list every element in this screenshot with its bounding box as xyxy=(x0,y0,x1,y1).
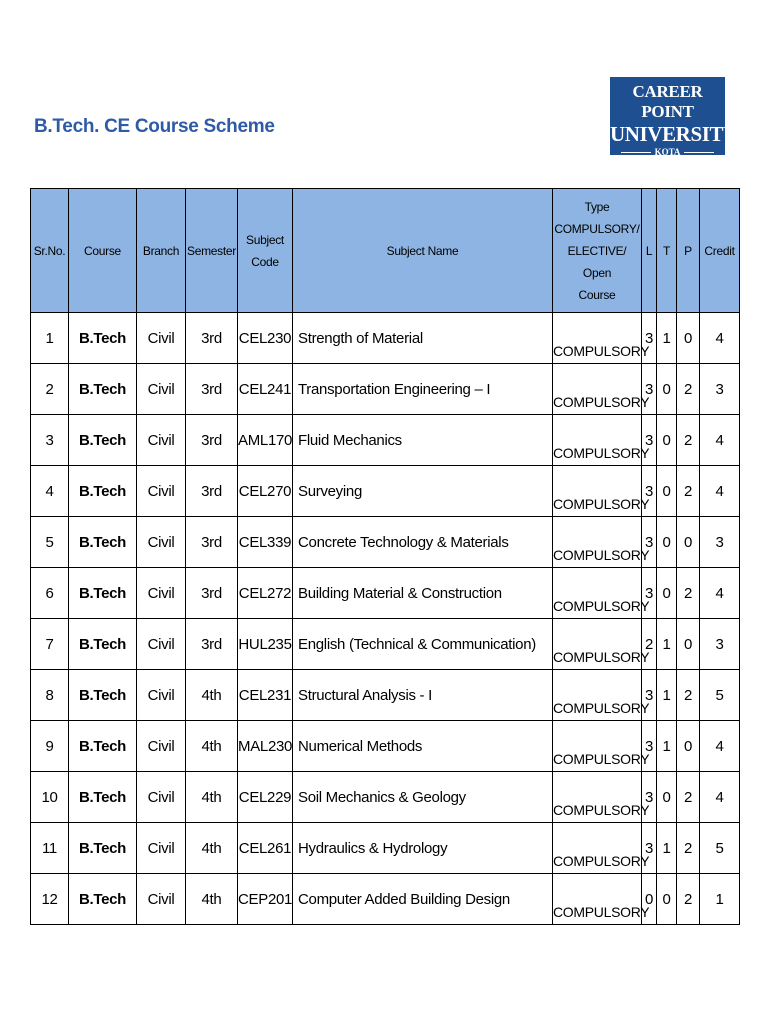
table-row xyxy=(31,415,740,466)
subject-name-cell: Numerical Methods xyxy=(293,721,553,772)
p-cell: 0 xyxy=(677,721,700,772)
table-row xyxy=(31,619,740,670)
p-cell: 0 xyxy=(677,313,700,364)
l-cell: 2 xyxy=(642,619,657,670)
sr-no-cell: 5 xyxy=(31,517,69,568)
course-cell: B.Tech xyxy=(69,670,137,721)
course-cell: B.Tech xyxy=(69,466,137,517)
course-scheme-table xyxy=(30,188,740,925)
subject-name-cell: Computer Added Building Design xyxy=(293,874,553,925)
branch-cell: Civil xyxy=(137,517,186,568)
type-cell: COMPULSORY xyxy=(553,823,642,874)
header-subject-code xyxy=(238,189,293,313)
course-cell: B.Tech xyxy=(69,364,137,415)
t-cell: 0 xyxy=(657,364,677,415)
credit-cell: 5 xyxy=(700,823,740,874)
l-cell: 3 xyxy=(642,415,657,466)
subject-name-cell: Building Material & Construction xyxy=(293,568,553,619)
sr-no-cell: 7 xyxy=(31,619,69,670)
table-row xyxy=(31,364,740,415)
subject-name-cell: Strength of Material xyxy=(293,313,553,364)
subject-name-cell: English (Technical & Communication) xyxy=(293,619,553,670)
t-cell: 0 xyxy=(657,517,677,568)
semester-cell: 4th xyxy=(186,772,238,823)
semester-cell: 3rd xyxy=(186,415,238,466)
credit-cell: 3 xyxy=(700,364,740,415)
credit-cell: 4 xyxy=(700,721,740,772)
header-credit: Credit xyxy=(700,189,740,313)
p-cell: 2 xyxy=(677,415,700,466)
type-cell: COMPULSORY xyxy=(553,568,642,619)
logo-rule-left xyxy=(621,152,651,153)
table-row xyxy=(31,466,740,517)
header-type-line-3: ELECTIVE/ Open xyxy=(567,243,627,280)
type-cell: COMPULSORY xyxy=(553,721,642,772)
subject-code-cell: CEL261 xyxy=(238,823,293,874)
type-cell: COMPULSORY xyxy=(553,313,642,364)
credit-cell: 4 xyxy=(700,466,740,517)
table-row xyxy=(31,517,740,568)
subject-code-cell: CEL231 xyxy=(238,670,293,721)
credit-cell: 3 xyxy=(700,619,740,670)
header-t: T xyxy=(657,189,677,313)
header-subject-name: Subject Name xyxy=(293,189,553,313)
table-row xyxy=(31,772,740,823)
branch-cell: Civil xyxy=(137,466,186,517)
header-type-line-4: Course xyxy=(578,287,616,302)
t-cell: 1 xyxy=(657,721,677,772)
t-cell: 0 xyxy=(657,874,677,925)
t-cell: 0 xyxy=(657,568,677,619)
credit-cell: 4 xyxy=(700,772,740,823)
header-subject-code-line-1: Subject xyxy=(246,232,284,247)
table-row xyxy=(31,670,740,721)
branch-cell: Civil xyxy=(137,670,186,721)
type-cell: COMPULSORY xyxy=(553,619,642,670)
subject-name-cell: Soil Mechanics & Geology xyxy=(293,772,553,823)
course-cell: B.Tech xyxy=(69,772,137,823)
type-cell: COMPULSORY xyxy=(553,772,642,823)
branch-cell: Civil xyxy=(137,721,186,772)
semester-cell: 3rd xyxy=(186,364,238,415)
header-course: Course xyxy=(69,189,137,313)
table-row xyxy=(31,721,740,772)
subject-code-cell: CEP201 xyxy=(238,874,293,925)
subject-name-cell: Fluid Mechanics xyxy=(293,415,553,466)
course-cell: B.Tech xyxy=(69,517,137,568)
subject-code-cell: CEL230 xyxy=(238,313,293,364)
course-cell: B.Tech xyxy=(69,415,137,466)
l-cell: 3 xyxy=(642,466,657,517)
logo-line-2: UNIVERSITY xyxy=(610,122,738,146)
header-l: L xyxy=(642,189,657,313)
semester-cell: 3rd xyxy=(186,619,238,670)
semester-cell: 3rd xyxy=(186,466,238,517)
logo-line-1: CAREER POINT xyxy=(632,82,703,121)
t-cell: 0 xyxy=(657,772,677,823)
table-row xyxy=(31,568,740,619)
university-logo xyxy=(610,77,738,157)
credit-cell: 4 xyxy=(700,313,740,364)
course-cell: B.Tech xyxy=(69,313,137,364)
table-body xyxy=(31,313,740,925)
logo-rule-right xyxy=(684,152,714,153)
subject-code-cell: MAL230 xyxy=(238,721,293,772)
sr-no-cell: 8 xyxy=(31,670,69,721)
t-cell: 1 xyxy=(657,619,677,670)
course-cell: B.Tech xyxy=(69,721,137,772)
p-cell: 0 xyxy=(677,517,700,568)
type-cell: COMPULSORY xyxy=(553,874,642,925)
l-cell: 3 xyxy=(642,772,657,823)
branch-cell: Civil xyxy=(137,313,186,364)
p-cell: 2 xyxy=(677,466,700,517)
sr-no-cell: 12 xyxy=(31,874,69,925)
credit-cell: 3 xyxy=(700,517,740,568)
logo-city: KOTA xyxy=(654,147,681,157)
branch-cell: Civil xyxy=(137,874,186,925)
subject-code-cell: CEL229 xyxy=(238,772,293,823)
sr-no-cell: 10 xyxy=(31,772,69,823)
branch-cell: Civil xyxy=(137,568,186,619)
document-title: B.Tech. CE Course Scheme xyxy=(34,116,275,137)
header-semester: Semester xyxy=(186,189,238,313)
course-cell: B.Tech xyxy=(69,823,137,874)
branch-cell: Civil xyxy=(137,823,186,874)
course-cell: B.Tech xyxy=(69,619,137,670)
header-branch: Branch xyxy=(137,189,186,313)
t-cell: 0 xyxy=(657,415,677,466)
subject-code-cell: CEL270 xyxy=(238,466,293,517)
t-cell: 1 xyxy=(657,313,677,364)
subject-code-cell: AML170 xyxy=(238,415,293,466)
sr-no-cell: 6 xyxy=(31,568,69,619)
branch-cell: Civil xyxy=(137,364,186,415)
p-cell: 2 xyxy=(677,874,700,925)
credit-cell: 1 xyxy=(700,874,740,925)
subject-code-cell: HUL235 xyxy=(238,619,293,670)
type-cell: COMPULSORY xyxy=(553,466,642,517)
l-cell: 3 xyxy=(642,721,657,772)
course-cell: B.Tech xyxy=(69,874,137,925)
p-cell: 2 xyxy=(677,364,700,415)
table-row xyxy=(31,823,740,874)
type-cell: COMPULSORY xyxy=(553,517,642,568)
type-cell: COMPULSORY xyxy=(553,415,642,466)
header-p: P xyxy=(677,189,700,313)
type-cell: COMPULSORY xyxy=(553,670,642,721)
sr-no-cell: 4 xyxy=(31,466,69,517)
table-header-row xyxy=(31,189,740,313)
subject-code-cell: CEL339 xyxy=(238,517,293,568)
subject-name-cell: Concrete Technology & Materials xyxy=(293,517,553,568)
l-cell: 3 xyxy=(642,517,657,568)
subject-code-cell: CEL272 xyxy=(238,568,293,619)
credit-cell: 5 xyxy=(700,670,740,721)
p-cell: 2 xyxy=(677,772,700,823)
sr-no-cell: 1 xyxy=(31,313,69,364)
semester-cell: 3rd xyxy=(186,517,238,568)
branch-cell: Civil xyxy=(137,619,186,670)
semester-cell: 4th xyxy=(186,874,238,925)
header-type-line-1: Type xyxy=(584,199,610,214)
header-sr-no: Sr.No. xyxy=(31,189,69,313)
header-subject-code-line-2: Code xyxy=(251,254,279,269)
semester-cell: 4th xyxy=(186,823,238,874)
credit-cell: 4 xyxy=(700,415,740,466)
l-cell: 3 xyxy=(642,823,657,874)
p-cell: 2 xyxy=(677,670,700,721)
semester-cell: 4th xyxy=(186,670,238,721)
l-cell: 3 xyxy=(642,313,657,364)
type-cell: COMPULSORY xyxy=(553,364,642,415)
subject-name-cell: Hydraulics & Hydrology xyxy=(293,823,553,874)
branch-cell: Civil xyxy=(137,415,186,466)
sr-no-cell: 11 xyxy=(31,823,69,874)
p-cell: 2 xyxy=(677,823,700,874)
subject-name-cell: Transportation Engineering – I xyxy=(293,364,553,415)
t-cell: 0 xyxy=(657,466,677,517)
l-cell: 3 xyxy=(642,670,657,721)
l-cell: 3 xyxy=(642,568,657,619)
logo-line-3 xyxy=(610,146,725,158)
p-cell: 0 xyxy=(677,619,700,670)
semester-cell: 4th xyxy=(186,721,238,772)
l-cell: 0 xyxy=(642,874,657,925)
t-cell: 1 xyxy=(657,670,677,721)
branch-cell: Civil xyxy=(137,772,186,823)
credit-cell: 4 xyxy=(700,568,740,619)
table-row xyxy=(31,313,740,364)
header-type-line-2: COMPULSORY/ xyxy=(554,221,640,236)
subject-code-cell: CEL241 xyxy=(238,364,293,415)
l-cell: 3 xyxy=(642,364,657,415)
sr-no-cell: 2 xyxy=(31,364,69,415)
sr-no-cell: 9 xyxy=(31,721,69,772)
table-row xyxy=(31,874,740,925)
semester-cell: 3rd xyxy=(186,313,238,364)
p-cell: 2 xyxy=(677,568,700,619)
subject-name-cell: Surveying xyxy=(293,466,553,517)
course-cell: B.Tech xyxy=(69,568,137,619)
t-cell: 1 xyxy=(657,823,677,874)
subject-name-cell: Structural Analysis - I xyxy=(293,670,553,721)
semester-cell: 3rd xyxy=(186,568,238,619)
header-type xyxy=(553,189,642,313)
sr-no-cell: 3 xyxy=(31,415,69,466)
